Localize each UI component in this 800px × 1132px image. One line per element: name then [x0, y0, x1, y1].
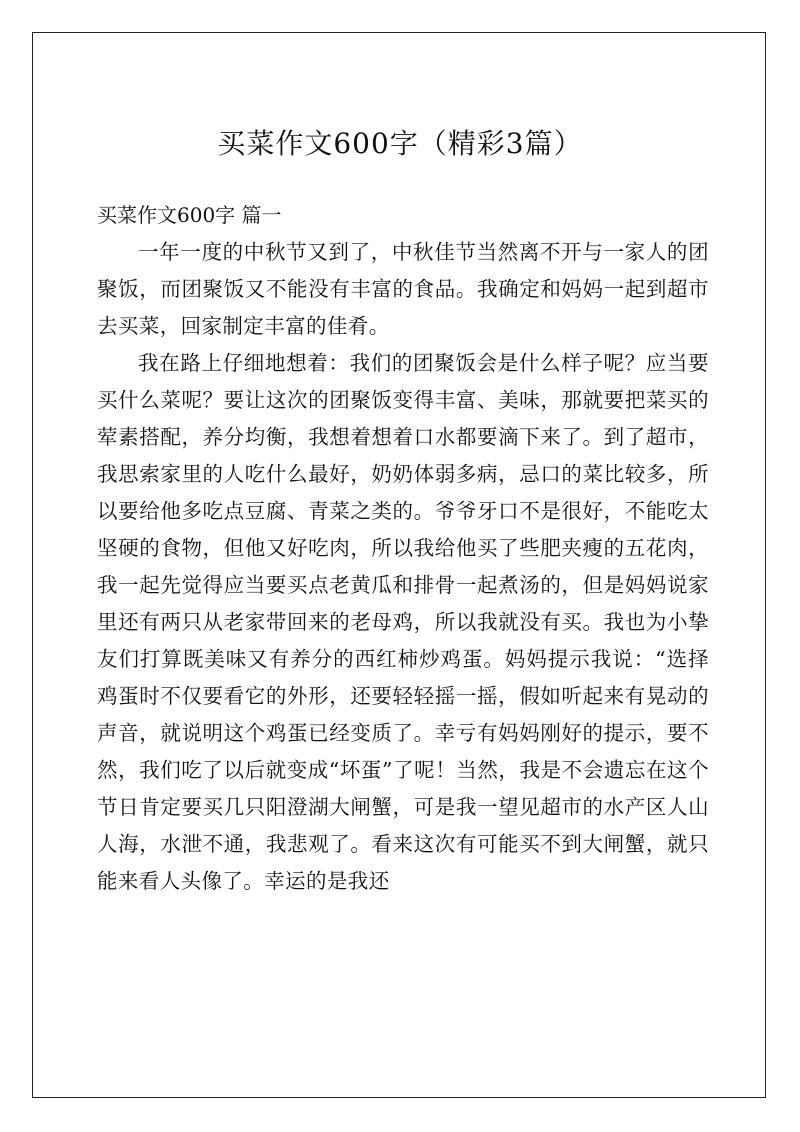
- section-heading: 买菜作文600字 篇一: [97, 203, 282, 227]
- paragraph-2: 我在路上仔细地想着：我们的团聚饭会是什么样子呢？应当要买什么菜呢？要让这次的团聚饭变得丰富、美味，那就要把菜买的荤素搭配，养分均衡，我想着想着口水都要滴下来了。到了超市，我思索家里的人吃什么最好，奶奶体弱多病，忌口的菜比较多，所以要给他多吃点豆腐、青菜之类的。爷爷牙口不是很好，不能吃太坚硬的食物，但他又好吃肉，所以我给他买了些肥夹瘦的五花肉，我一起先觉得应当要买点老黄瓜和排骨一起煮汤的，但是妈妈说家里还有两只从老家带回来的老母鸡，所以我就没有买。我也为小挚友们打算既美味又有养分的西红柿炒鸡蛋。妈妈提示我说：“选择鸡蛋时不仅要看它的外形，还要轻轻摇一摇，假如听起来有晃动的声音，就说明这个鸡蛋已经变质了。幸亏有妈妈刚好的提示，要不然，我们吃了以后就变成“坏蛋”了呢！当然，我是不会遗忘在这个节日肯定要买几只阳澄湖大闸蟹，可是我一望见超市的水产区人山人海，水泄不通，我悲观了。看来这次有可能买不到大闸蟹，就只能来看人头像了。幸运的是我还: [97, 351, 709, 893]
- paragraph-1: 一年一度的中秋节又到了，中秋佳节当然离不开与一家人的团聚饭，而团聚饭又不能没有丰富的食品。我确定和妈妈一起到超市去买菜，回家制定丰富的佳肴。: [97, 240, 709, 338]
- document-title: 买菜作文600字（精彩3篇）: [217, 127, 583, 160]
- document-body: [97, 234, 709, 900]
